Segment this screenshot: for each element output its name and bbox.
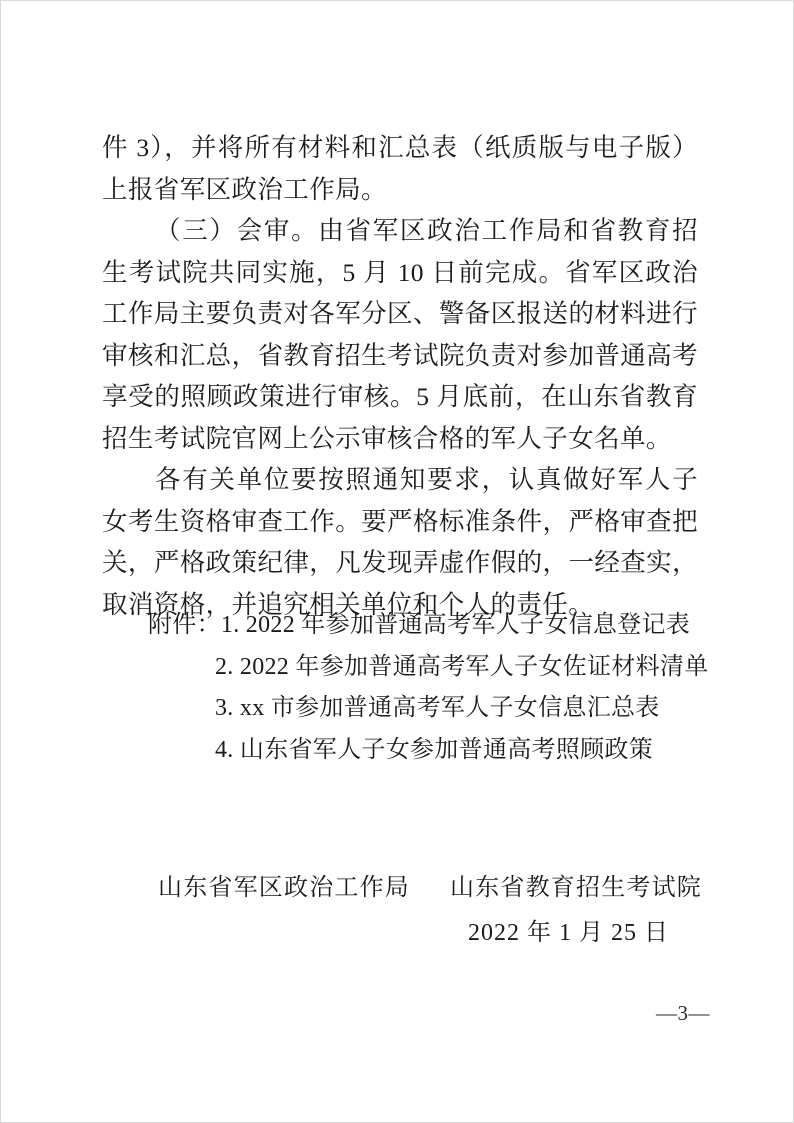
attachments-list (148, 605, 709, 771)
paragraph-closing-requirements: 各有关单位要按照通知要求，认真做好军人子女考生资格审查工作。要严格标准条件，严格审查把关，严格政策纪律，凡发现弄虚作假的，一经查实，取消资格，并追究相关单位和个人的责任。 (102, 465, 698, 619)
attachments-label: 附件： (148, 612, 221, 638)
attachment-item-3-text: 3. xx 市参加普通高考军人子女信息汇总表 (215, 695, 660, 721)
attachment-item-1-text: 1. 2022 年参加普通高考军人子女信息登记表 (220, 612, 691, 638)
document-body (102, 127, 698, 625)
attachment-item (148, 605, 709, 647)
attachment-item-2-text: 2. 2022 年参加普通高考军人子女佐证材料清单 (215, 653, 709, 680)
paragraph-section-three: （三）会审。由省军区政治工作局和省教育招生考试院共同实施，5 月 10 日前完成。省军区政治工作局主要负责对各军分区、警备区报送的材料进行审核和汇总，省教育招生考试院负责对参加普通高考享受的照顾政策进行审核。5 月底前，在山东省教育招生考试院官网上公示审核合格的军人子女名单。 (102, 216, 698, 453)
attachment-item-4-text: 4. 山东省军人子女参加普通高考照顾政策 (215, 736, 653, 763)
page-number: —3— (656, 1001, 710, 1025)
attachment-item (215, 647, 709, 689)
signature-block (1, 867, 794, 946)
signature-left-organization: 山东省军区政治工作局 (158, 875, 410, 901)
paragraph-continuation: 件 3），并将所有材料和汇总表（纸质版与电子版）上报省军区政治工作局。 (102, 133, 698, 204)
attachment-item (215, 688, 709, 730)
signature-date: 2022 年 1 月 25 日 (468, 920, 669, 946)
attachment-item (215, 730, 709, 772)
signature-organizations-row (1, 867, 794, 908)
signature-right-organization: 山东省教育招生考试院 (450, 875, 702, 901)
